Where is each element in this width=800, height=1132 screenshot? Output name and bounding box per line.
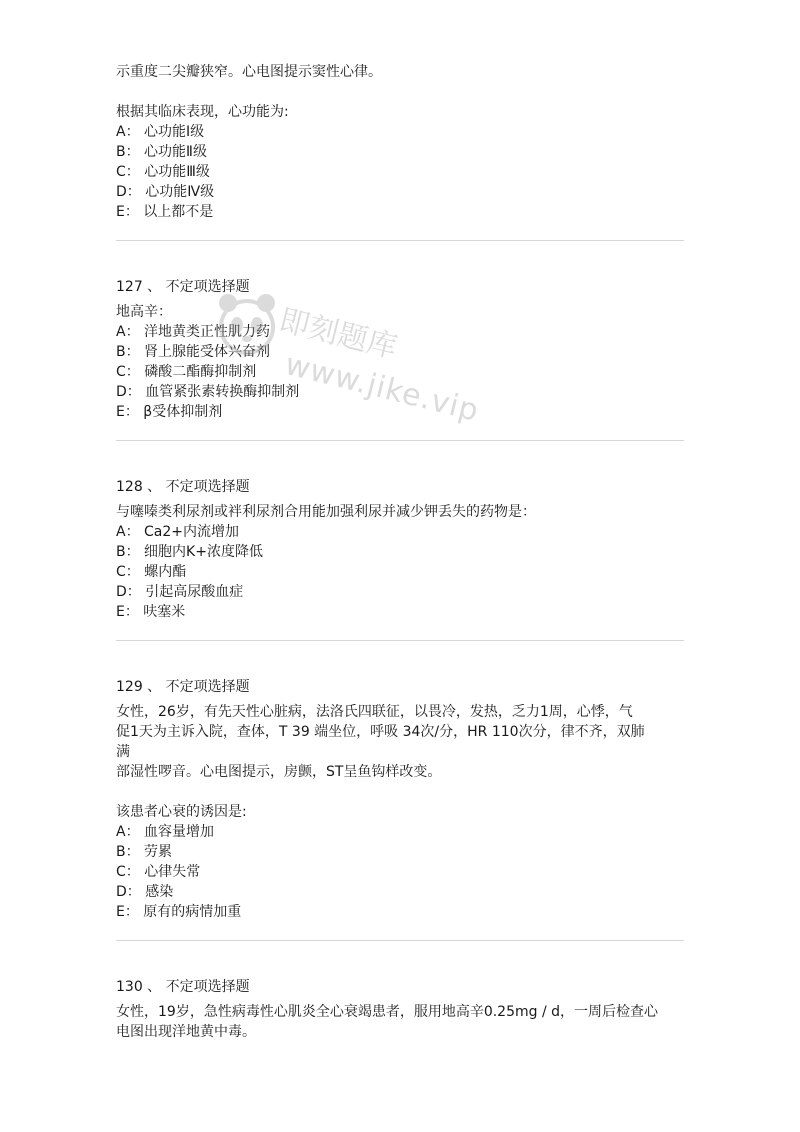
q126-question: 根据其临床表现，心功能为: (116, 104, 289, 120)
q129-stem-line-1: 女性，26岁，有先天性心脏病，法洛氏四联征，以畏冷，发热，乏力1周，心悸，气 (116, 704, 633, 720)
q129-option-a[interactable]: A： 血容量增加 (116, 824, 215, 840)
q127-option-e[interactable]: E： β受体抑制剂 (116, 404, 223, 420)
q129-option-e[interactable]: E： 原有的病情加重 (116, 904, 242, 920)
q129-stem-line-4: 部湿性啰音。心电图提示，房颤，ST呈鱼钩样改变。 (116, 764, 442, 780)
q129-question: 该患者心衰的诱因是: (116, 804, 247, 820)
q130-stem-line-2: 电图出现洋地黄中毒。 (116, 1024, 256, 1040)
q127-option-d[interactable]: D： 血管紧张素转换酶抑制剂 (116, 384, 300, 400)
q126-option-b[interactable]: B： 心功能Ⅱ级 (116, 144, 207, 160)
q127-option-b[interactable]: B： 肾上腺能受体兴奋剂 (116, 344, 271, 360)
q129-option-c[interactable]: C： 心律失常 (116, 864, 201, 880)
q127-option-a[interactable]: A： 洋地黄类正性肌力药 (116, 324, 271, 340)
q126-option-e[interactable]: E： 以上都不是 (116, 204, 214, 220)
q128-option-a[interactable]: A： Ca2+内流增加 (116, 524, 240, 540)
q129-stem-line-3: 满 (116, 744, 130, 760)
watermark-url: www.jike.vip (281, 347, 483, 429)
q128-option-b[interactable]: B： 细胞内K+浓度降低 (116, 544, 263, 560)
q128-option-e[interactable]: E： 呋塞米 (116, 604, 186, 620)
q130-stem-line-1: 女性，19岁，急性病毒性心肌炎全心衰竭患者，服用地高辛0.25mg / d，一周后检查心 (116, 1004, 659, 1020)
watermark-text: 即刻题库 (275, 302, 401, 366)
q129-header: 129 、 不定项选择题 (116, 679, 250, 695)
q129-option-d[interactable]: D： 感染 (116, 884, 174, 900)
divider (116, 640, 684, 641)
q126-stem-tail: 示重度二尖瓣狭窄。心电图提示窦性心律。 (116, 64, 382, 80)
q127-header: 127 、 不定项选择题 (116, 279, 250, 295)
q127-option-c[interactable]: C： 磷酸二酯酶抑制剂 (116, 364, 257, 380)
q126-option-a[interactable]: A： 心功能Ⅰ级 (116, 124, 205, 140)
q128-header: 128 、 不定项选择题 (116, 479, 250, 495)
q128-option-d[interactable]: D： 引起高尿酸血症 (116, 584, 244, 600)
divider (116, 240, 684, 241)
q129-option-b[interactable]: B： 劳累 (116, 844, 173, 860)
q129-stem-line-2: 促1天为主诉入院，查体，T 39 端坐位，呼吸 34次/分，HR 110次分，律不齐，双肺 (116, 724, 645, 740)
q128-question: 与噻嗪类利尿剂或袢利尿剂合用能加强利尿并减少钾丢失的药物是： (116, 504, 536, 520)
divider (116, 940, 684, 941)
q127-question: 地高辛： (116, 304, 172, 320)
q126-option-d[interactable]: D： 心功能Ⅳ级 (116, 184, 215, 200)
q126-option-c[interactable]: C： 心功能Ⅲ级 (116, 164, 210, 180)
q130-header: 130 、 不定项选择题 (116, 979, 250, 995)
q128-option-c[interactable]: C： 螺内酯 (116, 564, 187, 580)
divider (116, 440, 684, 441)
